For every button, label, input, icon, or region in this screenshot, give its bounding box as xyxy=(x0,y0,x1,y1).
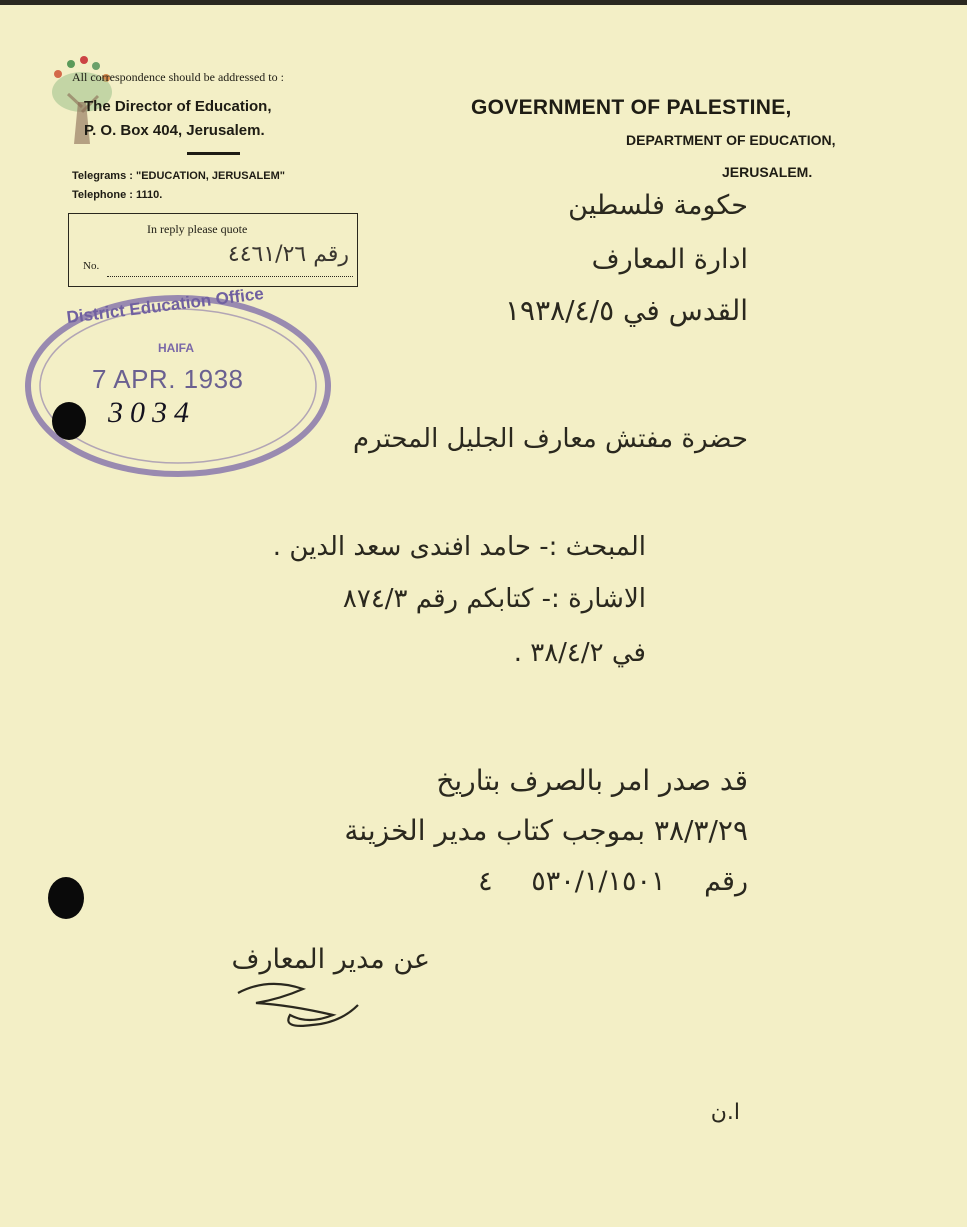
reference-date-line: في ٣٨/٤/٢ . xyxy=(513,638,646,668)
punch-hole-top xyxy=(52,402,86,440)
city-title: JERUSALEM. xyxy=(722,164,813,180)
arabic-date-line: القدس في ١٩٣٨/٤/٥ xyxy=(505,294,748,327)
footer-mark: ا.ن xyxy=(710,1100,740,1125)
handwritten-signature-icon xyxy=(228,975,368,1035)
subject-line: المبحث :- حامد افندى سعد الدين . xyxy=(272,532,646,562)
department-title: DEPARTMENT OF EDUCATION, xyxy=(626,132,836,148)
punch-hole-bottom xyxy=(48,877,84,919)
reference-line xyxy=(107,276,353,277)
handwritten-reference: رقم ٤٤٦١/٢٦ xyxy=(227,242,349,267)
addressee-line-1: The Director of Education, xyxy=(84,98,272,115)
stamp-number: 3034 xyxy=(108,396,196,429)
reference-box xyxy=(68,213,358,287)
body-text-line-3: رقم ٥٣٠/١/١٥٠١ ٤ xyxy=(478,866,748,897)
body-text-line-1: قد صدر امر بالصرف بتاريخ xyxy=(436,764,748,797)
arabic-government: حكومة فلسطين xyxy=(568,190,748,221)
addressee-line-2: P. O. Box 404, Jerusalem. xyxy=(84,122,265,139)
salutation: حضرة مفتش معارف الجليل المحترم xyxy=(353,424,748,454)
stamp-date: 7 APR. 1938 xyxy=(92,364,244,394)
telegrams-line: Telegrams : "EDUCATION, JERUSALEM" xyxy=(72,170,285,182)
government-title: GOVERNMENT OF PALESTINE, xyxy=(471,96,792,119)
signature-label: عن مدير المعارف xyxy=(231,944,430,975)
arabic-department: ادارة المعارف xyxy=(591,244,748,275)
reference-line-text: الاشارة :- كتابكم رقم ٨٧٤/٣ xyxy=(342,584,646,614)
correspondence-note: All correspondence should be addressed to : xyxy=(72,70,284,84)
stamp-city: HAIFA xyxy=(158,341,194,355)
telephone-line: Telephone : 1110. xyxy=(72,189,163,201)
reference-no-label: No. xyxy=(83,260,100,272)
divider xyxy=(187,152,240,155)
reference-prompt: In reply please quote xyxy=(147,222,248,236)
top-edge xyxy=(0,0,967,5)
body-text-line-2: ٣٨/٣/٢٩ بموجب كتاب مدير الخزينة xyxy=(344,814,748,847)
stamp-office: District Education Office xyxy=(65,283,265,328)
